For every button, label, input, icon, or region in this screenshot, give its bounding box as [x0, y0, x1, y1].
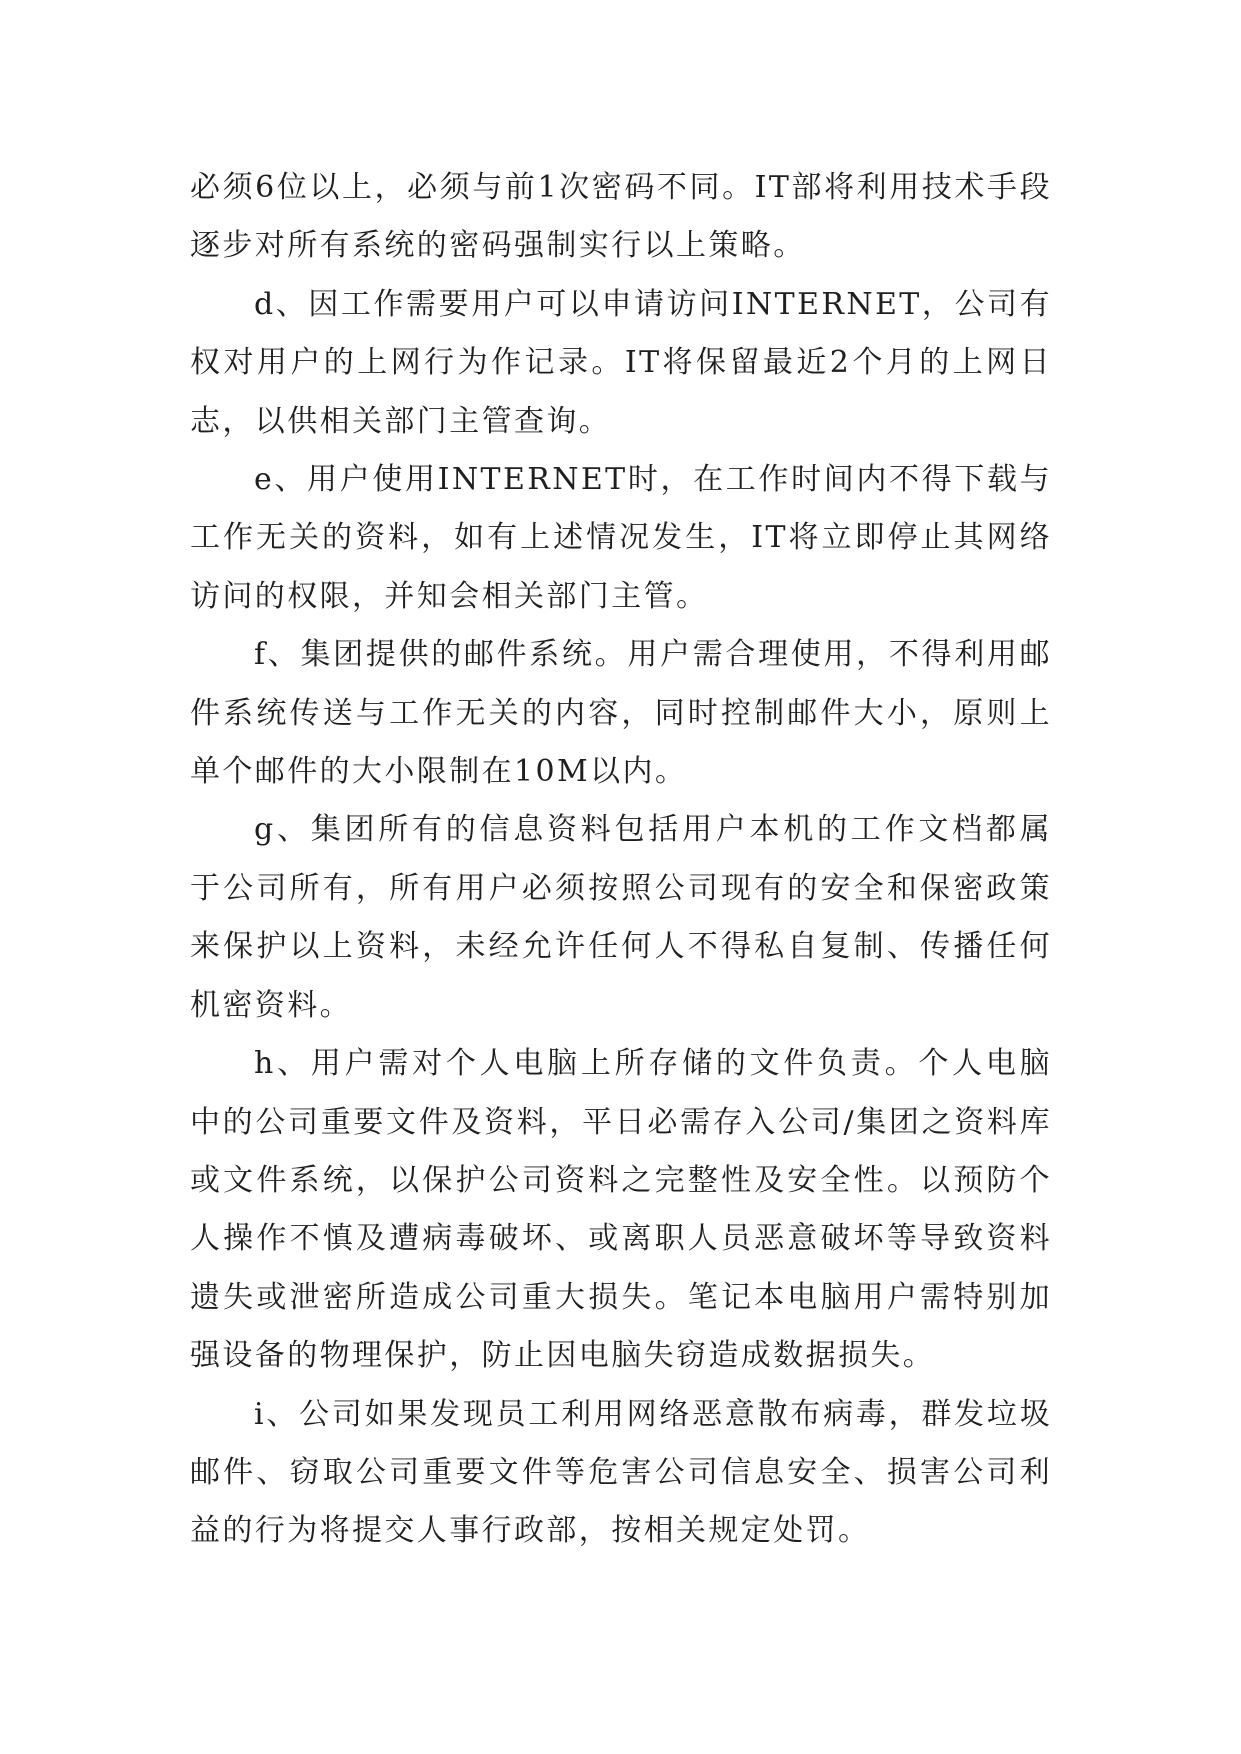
paragraph-f-email-system: f、集团提供的邮件系统。用户需合理使用，不得利用邮件系统传送与工作无关的内容，同时控制邮件大小，原则上单个邮件的大小限制在10M以内。 — [190, 637, 1052, 790]
paragraph-h-file-responsibility: h、用户需对个人电脑上所存储的文件负责。个人电脑中的公司重要文件及资料，平日必需存入公司/集团之资料库或文件系统，以保护公司资料之完整性及安全性。以预防个人操作不慎及遭病毒破坏、或离职人员恶意破坏等导致资料遗失或泄密所造成公司重大损失。笔记本电脑用户需特别加强设备的物理保护，防止因电脑失窃造成数据损失。 — [190, 1046, 1052, 1374]
document-body — [190, 159, 1052, 1561]
paragraph-i-violations: i、公司如果发现员工利用网络恶意散布病毒，群发垃圾邮件、窃取公司重要文件等危害公司信息安全、损害公司利益的行为将提交人事行政部，按相关规定处罚。 — [190, 1396, 1052, 1549]
paragraph-password-policy-continuation: 必须6位以上，必须与前1次密码不同。IT部将利用技术手段逐步对所有系统的密码强制实行以上策略。 — [190, 170, 1052, 264]
paragraph-e-internet-usage: e、用户使用INTERNET时，在工作时间内不得下载与工作无关的资料，如有上述情况发生，IT将立即停止其网络访问的权限，并知会相关部门主管。 — [190, 462, 1052, 614]
paragraph-d-internet-access: d、因工作需要用户可以申请访问INTERNET，公司有权对用户的上网行为作记录。IT将保留最近2个月的上网日志，以供相关部门主管查询。 — [190, 286, 1052, 439]
paragraph-g-information-ownership: g、集团所有的信息资料包括用户本机的工作文档都属于公司所有，所有用户必须按照公司现有的安全和保密政策来保护以上资料，未经允许任何人不得私自复制、传播任何机密资料。 — [190, 812, 1052, 1023]
